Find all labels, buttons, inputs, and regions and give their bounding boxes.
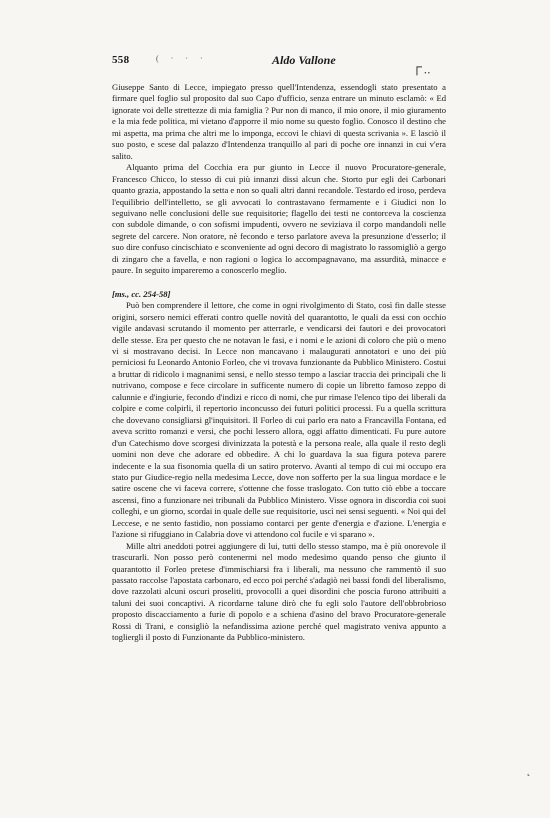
section-gap	[112, 277, 446, 289]
paragraph-4: Mille altri aneddoti potrei aggiungere di lui, tutti dello stesso stampo, ma è più onorevole il trascurarli. Non posso però contenermi nel modo medesimo quando penso che giunto il quarantotto il Forleo pretese d'immischiarsi fra i liberali, ma nessuno che rammentò il suo passato raccolse l'apostata carbonaro, ed ecco poi perché s'adagiò nei bassi fondi del liberalismo, dove razzolati alcuni oscuri proseliti, provocolli a quei disordini che poscia furono attribuiti a taluni dei suoi concaptivi. A ricordarne talune dirò che fu egli solo l'autore dell'obbrobrioso proposto discacciamento a furie di popolo e a schiena d'asino del bravo Procuratore-generale Rossi di Trani, e consigliò la nefandissima azione perché quel magistrato veniva appunto a togliergli il posto di Funzionante da Pubblico-ministero.	[112, 540, 446, 643]
paragraph-1: Giuseppe Santo di Lecce, impiegato presso quell'Intendenza, essendogli stato presentato a firmare quel foglio sul proposito dal suo Capo d'ufficio, senza entrare un minuto esclamò: « Ed ignorate voi delle strettezze di mia famiglia ? Pur non di manco, il mio onore, il mio giuramento e la mia fede politica, mi vietano d'apporre il mio nome su questo foglio. Conosco il destino che mi aspetta, ma prima che altri me lo imponga, eccovi le chiavi di questa scrivania ». E lasciò il suo posto, e scese dal palazzo d'Intendenza tranquillo al pari di poche ore innanzi in cui v'era salito.	[112, 82, 446, 161]
paragraph-2: Alquanto prima del Cocchia era pur giunto in Lecce il nuovo Procuratore-generale, Francesco Chicco, lo stesso di cui più innanzi dissi alcun che. Storto pur egli dei Carbonari quanto grazia, appostando la setta e non so quali altri danni recandole. Testardo ed iroso, perdeva l'equilibrio dell'intelletto, se gli avvocati lo contrastavano fermamente e i Giudici non lo seguivano nelle conclusioni delle sue requisitorie; flagello dei testi ne contorceva la coscienza con subdole dimande, o con sofismi impudenti, ovvero ne seviziava il corpo mandandoli nelle segrete del carcere. Non oratore, nè fecondo e terso parlatore aveva la presunzione d'esserlo; il suo dire confuso cincischiato e sconveniente ad ogni decoro di magistrato lo rassomigliò a gergo di zingaro che a favella, e non ragioni o logica lo accompagnavano, ma assurdità, minacce e paure. In seguito impareremo a conoscerlo meglio.	[112, 162, 446, 276]
page-number: 558	[112, 54, 130, 66]
running-head: Aldo Vallone	[272, 53, 336, 67]
margin-mark-icon: ˛	[527, 766, 531, 777]
page-header	[112, 52, 446, 75]
body-text	[112, 82, 446, 644]
handwritten-mark-icon: ┌ ̣ ̣	[412, 60, 429, 75]
manuscript-reference: [ms., cc. 254-58]	[112, 288, 171, 299]
paragraph-3: Può ben comprendere il lettore, che come in ogni rivolgimento di Stato, così fin dalle stesse origini, sorsero nemici efferati contro quelle novità del quarantotto, le quali da essi con occhio vigile andavasi scrutando il momento per atterrarle, e vendicarsi dei fautori e dei provocatori delle stesse. Era per questo che ne notavan le fasi, e i nomi e le azioni di coloro che più o meno vi si mostravano decisi. In Lecce non mancavano i malaugurati annotatori e uno dei più perniciosi fu Leonardo Antonio Forleo, che vi trovava funzionante da Pubblico Ministero. Costui a bruttar di ridicolo i magnanimi sensi, e nello stesso tempo a lasciar traccia dei principali che li nutrivano, compose e fece circolare in sufficente numero di copie un libretto famoso zeppo di calunnie e d'ingiurie, fecondo d'indizi e ricco di nomi, che pur rimase l'elenco tipo dei liberali da colpire e come colpirli, il repertorio inconcusso dei futuri politici processi. Fu a quella scrittura che dovevano consigliarsi gl'inquisitori. Il Forleo di cui parlo era nato a Francavilla Fontana, ed aveva scritto romanzi e versi, che pochi lessero allora, oggi affatto dimenticati. Fu pure autore d'un Catechismo dove scorgesi divinizzata la potestà e la persona reale, alla quale il resto degli uomini non deve che adorare ed obbedire. A chi lo guardava la sua figura poteva parere indecente e la sua fisonomia quella di un satiro protervo. Avanti al tempo di cui mi occupo era stato pur Giudice-regio nella medesima Lecce, dove non sofferto per la sua lingua mordace e le satire oscene che vi faceva correre, s'ottenne che fosse traslogato. Con tutto ciò ebbe a toccare ascensi, fino a funzionare nei tribunali da Pubblico Ministero. Visse ognora in discordia coi suoi colleghi, e un giorno, scordai in quale delle sue requisitorie, uscì nei sensi seguenti. « Noi qui del Leccese, e ne sento fastidio, non possiamo contarci per gente d'energia e d'azione. L'energia e l'azione si rifuggiano in Calabria dove vi attendono col fucile e vi sparano ».	[112, 300, 446, 540]
header-marks: ( · · ·	[156, 54, 208, 63]
